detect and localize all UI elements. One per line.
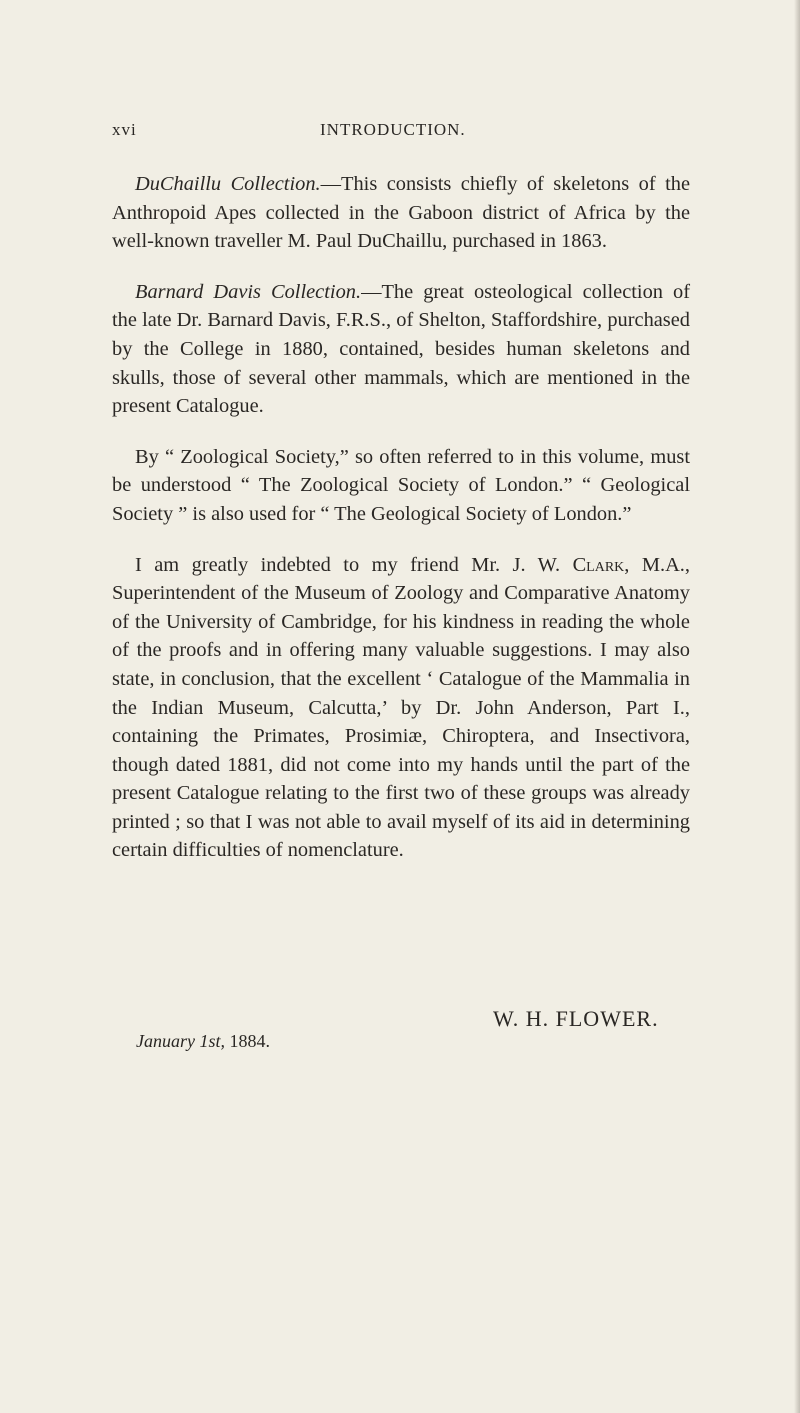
- duchaillu-collection-title: DuChaillu Collection.: [135, 173, 321, 195]
- paragraph-societies: [112, 443, 690, 529]
- running-head: INTRODUCTION.: [320, 120, 466, 139]
- page-number: xvi: [112, 120, 137, 139]
- barnard-davis-collection-text: —The great osteological collection of the late Dr. Barnard Davis, F.R.S., of Shelton, Staffordshire, purchased by the College in 1880, contained, besides human skeletons and skulls, those of several other mammals, which are mentioned in the present Catalogue.: [112, 280, 690, 418]
- duchaillu-collection-text: —This consists chiefly of skeletons of the Anthropoid Apes collected in the Gaboon district of Africa by the well-known traveller M. Paul DuChaillu, purchased in 1863.: [112, 173, 691, 253]
- paragraph-duchaillu: [112, 170, 690, 256]
- barnard-davis-collection-title: Barnard Davis Collection.: [135, 280, 362, 303]
- acknowledgement-name: Clark: [572, 553, 625, 576]
- page-edge-shadow: [794, 0, 800, 1413]
- societies-text: By “ Zoological Society,” so often referred to in this volume, must be understood “ The Zoological Society of London.” “ Geological Society ” is also used for “ The Geological Society of London.”: [112, 445, 690, 525]
- body-text: [112, 170, 690, 887]
- paragraph-barnard-davis: [112, 278, 690, 421]
- acknowledgement-text-after: , M.A., Superintendent of the Museum of Zoology and Comparative Anatomy of the University of Cambridge, for his kindness in reading the whole of the proofs and in offering many valuable suggestions. I may also state, in conclusion, that the excellent ‘ Catalogue of the Mammalia in the Indian Museum, Calcutta,’ by Dr. John Anderson, Part I., containing the Primates, Prosimiæ, Chiroptera, and Insectivora, though dated 1881, did not come into my hands until the part of the present Catalogue relating to the first two of these groups was already printed ; so that I was not able to avail myself of its aid in determining certain difficulties of nomenclature.: [112, 553, 690, 862]
- author-signature: W. H. FLOWER.: [493, 1006, 659, 1031]
- acknowledgement-text-before: I am greatly indebted to my friend Mr. J. W.: [135, 553, 573, 576]
- dateline-year: 1884.: [229, 1031, 270, 1051]
- dateline: [136, 1031, 270, 1052]
- dateline-month-day: January 1st,: [136, 1031, 225, 1051]
- paragraph-acknowledgement: [112, 551, 690, 866]
- page-header: [112, 120, 690, 150]
